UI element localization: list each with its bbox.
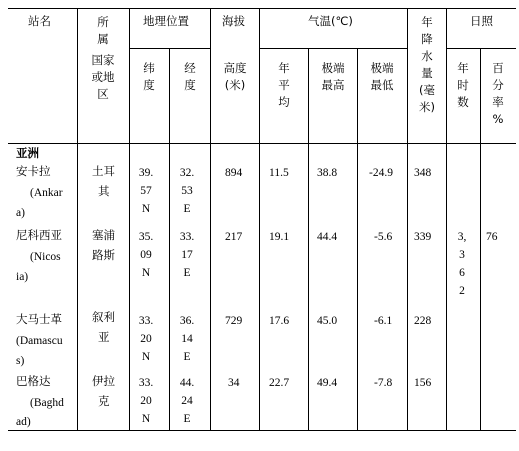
header-sunshine: 日照	[470, 14, 493, 28]
temp-extreme-max: 38.8	[317, 167, 338, 179]
longitude: 44. 24 E	[179, 377, 195, 425]
temp-extreme-min: -5.6	[374, 231, 393, 243]
station-name-en-cont: ad)	[16, 416, 31, 428]
header-temp-annual-avg: 年 平 均	[278, 61, 290, 109]
station-name-en: (Damascu	[16, 335, 63, 347]
latitude: 33. 20 N	[138, 315, 154, 363]
longitude: 32. 53 E	[179, 167, 195, 215]
temp-annual-avg: 22.7	[269, 377, 290, 389]
sunshine-percent: 76	[486, 231, 498, 243]
station-name-en-cont: s)	[16, 355, 25, 367]
station-name-cn: 安卡拉	[16, 164, 51, 178]
temp-extreme-max: 44.4	[317, 231, 338, 243]
precipitation: 156	[414, 377, 432, 389]
altitude: 34	[228, 377, 240, 389]
header-altitude: 海拔	[222, 14, 245, 28]
station-name-cn: 巴格达	[16, 374, 51, 388]
latitude: 39. 57 N	[138, 167, 154, 215]
header-sunshine-hours: 年 时 数	[457, 61, 469, 109]
altitude: 729	[225, 315, 243, 327]
header-geo-location: 地理位置	[143, 14, 189, 28]
temp-annual-avg: 11.5	[269, 167, 289, 179]
altitude: 894	[225, 167, 243, 179]
latitude: 33. 20 N	[138, 377, 154, 425]
station-name-en: (Ankar	[30, 187, 63, 199]
country-cont: 亚	[98, 330, 110, 344]
station-name-en: (Nicos	[30, 251, 61, 263]
header-latitude: 纬 度	[143, 61, 155, 92]
temp-extreme-min: -6.1	[374, 315, 393, 327]
sunshine-hours: 3, 3 6 2	[457, 231, 467, 297]
latitude: 35. 09 N	[138, 231, 154, 279]
header-country: 所 属 国家 或地 区	[91, 15, 115, 101]
country: 塞浦	[92, 228, 115, 242]
station-name-en-cont: a)	[16, 207, 25, 219]
temp-extreme-max: 49.4	[317, 377, 338, 389]
country: 叙利	[92, 310, 115, 324]
header-longitude: 经 度	[184, 61, 196, 92]
temp-annual-avg: 17.6	[269, 315, 290, 327]
country-cont: 路斯	[92, 248, 115, 262]
header-temperature: 气温(℃)	[308, 14, 353, 28]
country: 伊拉	[92, 374, 115, 388]
station-name-en-cont: ia)	[16, 271, 29, 283]
header-sunshine-percent: 百 分 率 %	[492, 61, 504, 126]
header-station: 站名	[28, 14, 51, 28]
precipitation: 348	[414, 167, 432, 179]
precipitation: 228	[414, 315, 432, 327]
country-cont: 其	[98, 184, 110, 198]
longitude: 33. 17 E	[179, 231, 195, 279]
temp-extreme-max: 45.0	[317, 315, 338, 327]
header-temp-extreme-max: 极端 最高	[321, 61, 345, 92]
country-cont: 克	[98, 394, 110, 408]
precipitation: 339	[414, 231, 432, 243]
station-name-cn: 尼科西亚	[16, 228, 62, 242]
country: 土耳	[92, 164, 115, 178]
station-name-cn: 大马士革	[16, 312, 62, 326]
temp-extreme-min: -7.8	[374, 377, 393, 389]
region-label: 亚洲	[16, 146, 39, 160]
temp-annual-avg: 19.1	[269, 231, 290, 243]
header-precipitation: 年 降 水 量 (毫 米)	[419, 15, 435, 114]
altitude: 217	[225, 231, 243, 243]
longitude: 36. 14 E	[179, 315, 195, 363]
temp-extreme-min: -24.9	[369, 167, 393, 179]
header-altitude-unit: 高度 (米)	[223, 61, 247, 92]
station-name-en: (Baghd	[30, 397, 64, 409]
header-temp-extreme-min: 极端 最低	[370, 61, 394, 92]
